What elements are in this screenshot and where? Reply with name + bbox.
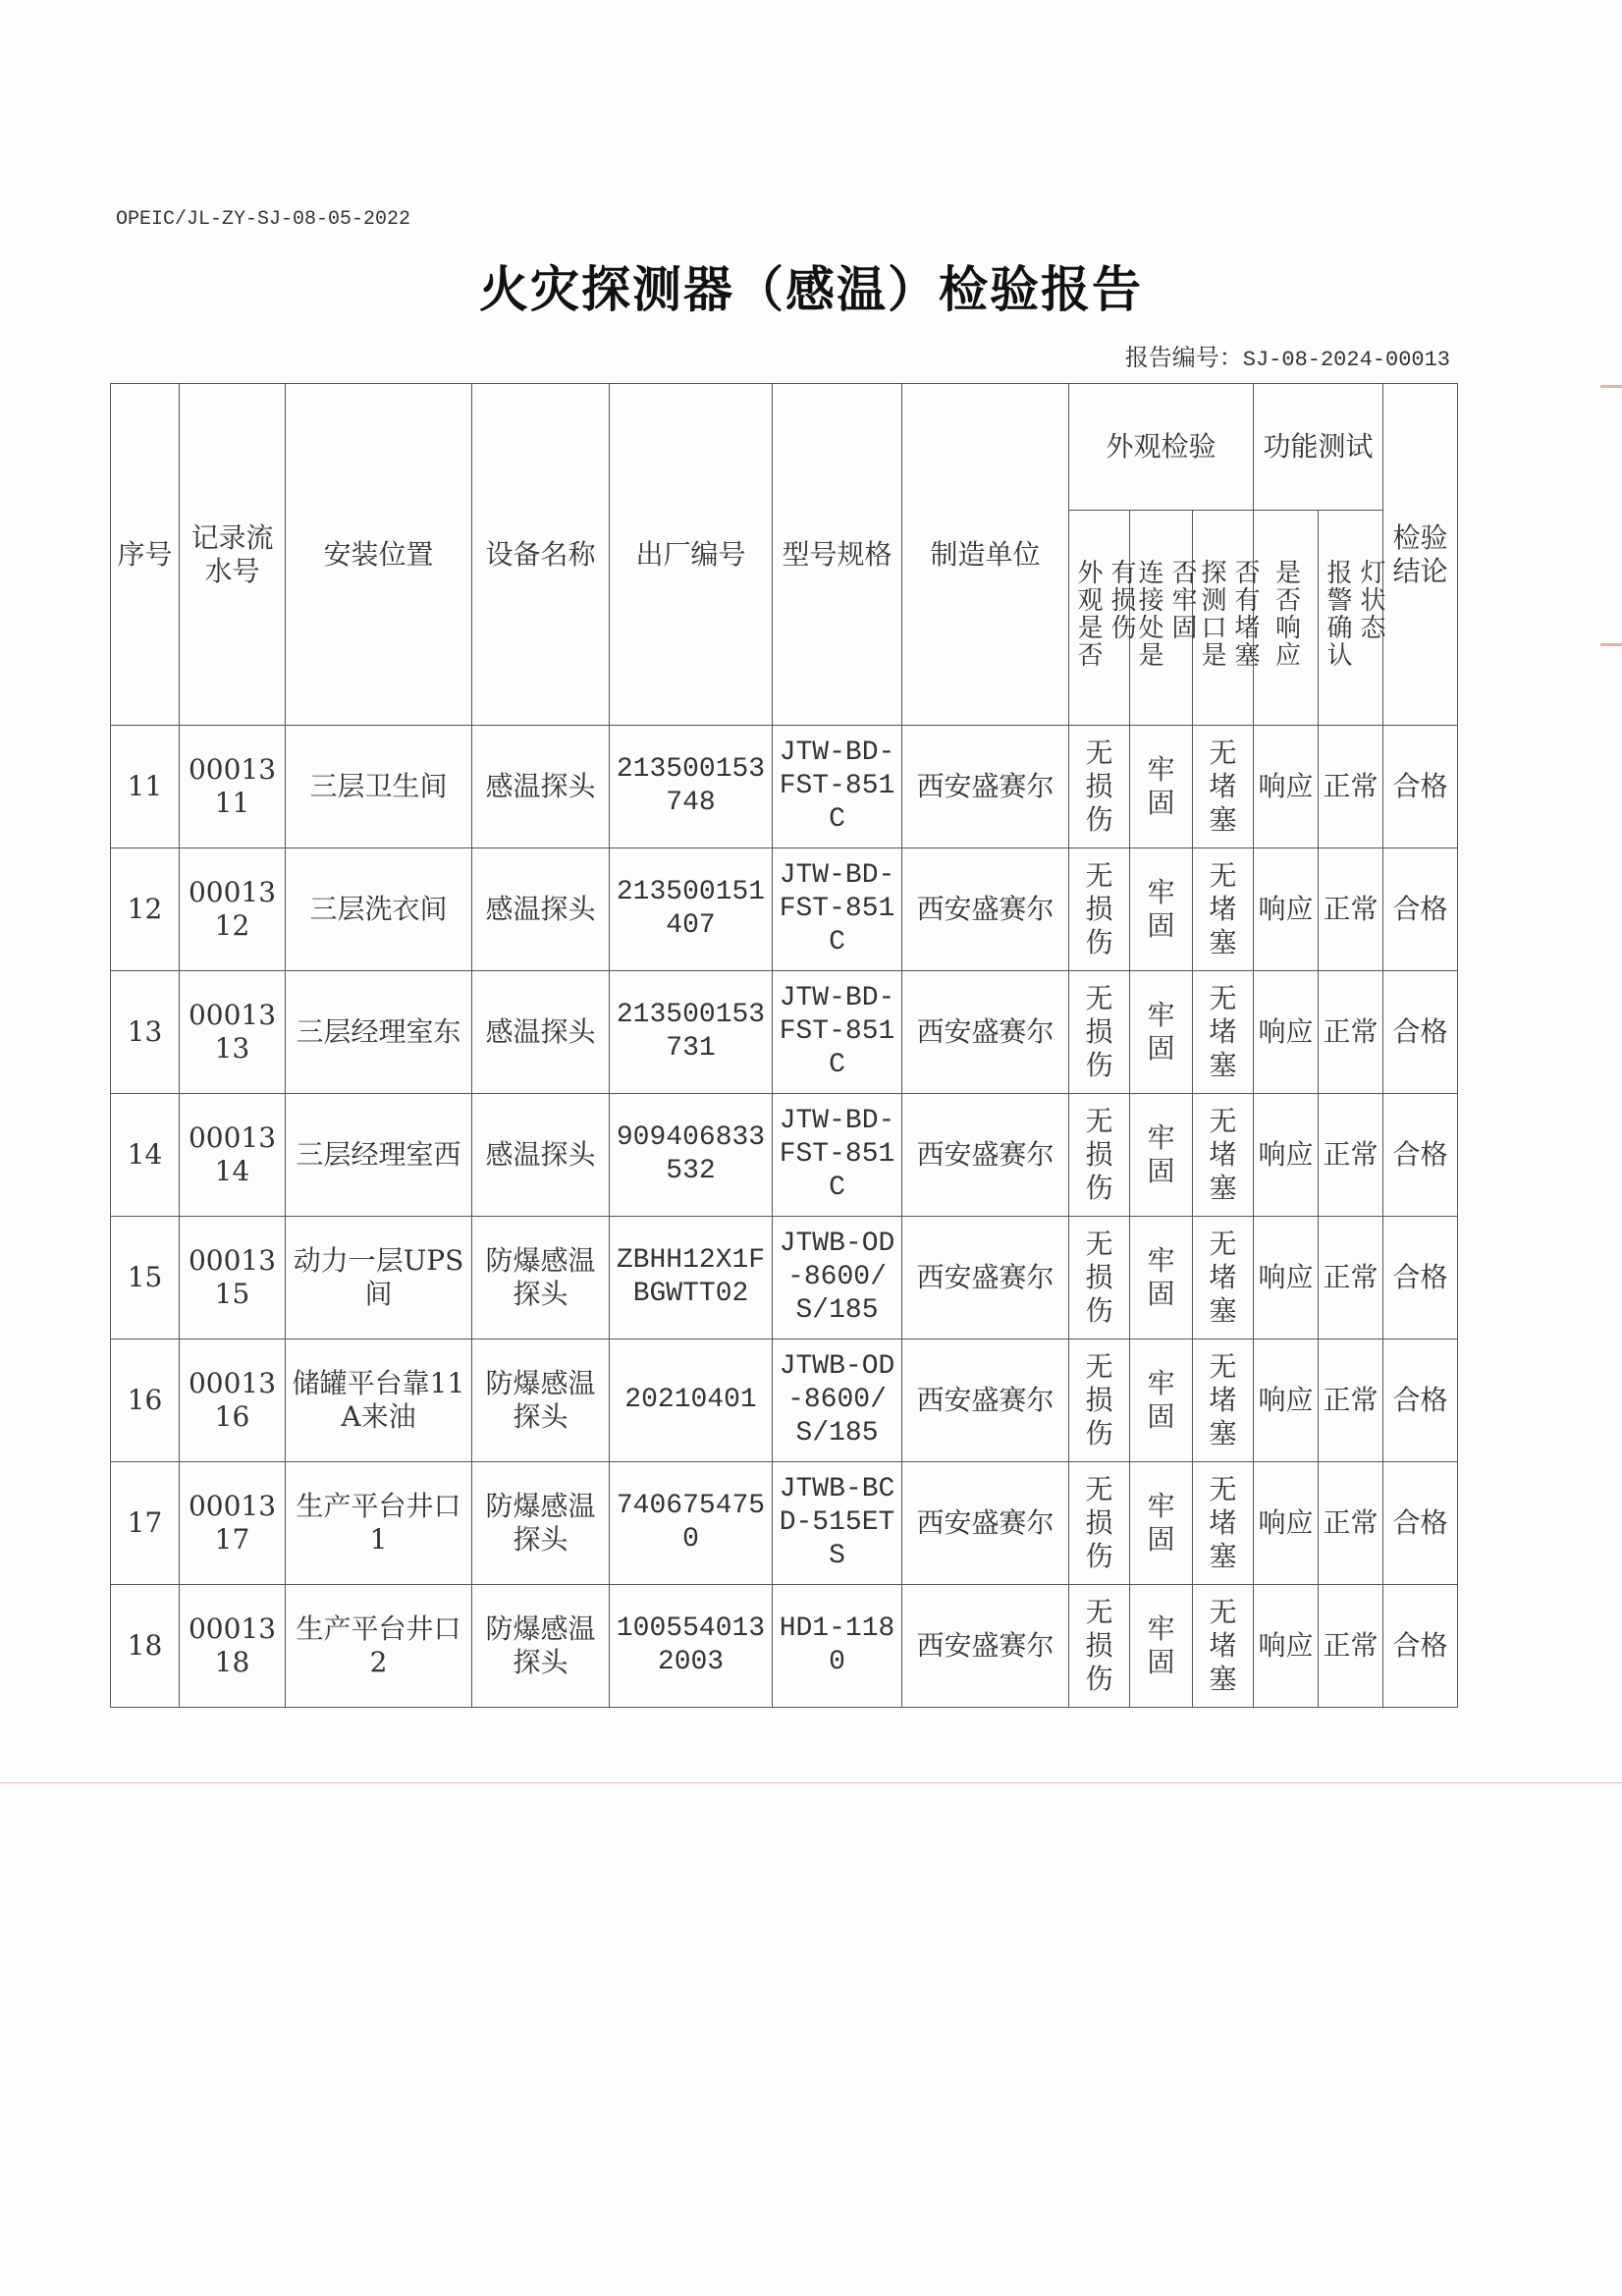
cell-conclusion: 合格 [1383, 1585, 1458, 1708]
cell-model: HD1-1180 [773, 1585, 902, 1708]
cell-alarm: 正常 [1319, 848, 1383, 971]
inspection-table [110, 383, 1458, 1708]
cell-blockage: 无堵塞 [1193, 1217, 1254, 1339]
cell-record-no: 0001311 [180, 726, 286, 848]
header-appearance-group: 外观检验 [1069, 384, 1254, 511]
cell-manufacturer: 西安盛赛尔 [902, 726, 1069, 848]
cell-record-no: 0001312 [180, 848, 286, 971]
cell-damage: 无损伤 [1069, 726, 1130, 848]
header-connection [1130, 511, 1197, 726]
cell-manufacturer: 西安盛赛尔 [902, 971, 1069, 1094]
cell-damage: 无损伤 [1069, 1339, 1130, 1462]
cell-alarm: 正常 [1319, 1094, 1383, 1217]
cell-location: 三层经理室西 [286, 1094, 472, 1217]
header-text-col: 有损伤 [1107, 559, 1136, 641]
cell-response: 响应 [1254, 848, 1319, 971]
cell-alarm: 正常 [1319, 1585, 1383, 1708]
cell-location: 三层洗衣间 [286, 848, 472, 971]
cell-connection: 牢固 [1130, 1585, 1193, 1708]
cell-manufacturer: 西安盛赛尔 [902, 848, 1069, 971]
cell-serial-no: ZBHH12X1FBGWTT02 [610, 1217, 773, 1339]
form-code: OPEIC/JL-ZY-SJ-08-05-2022 [116, 208, 411, 231]
cell-response: 响应 [1254, 726, 1319, 848]
table-body [111, 726, 1458, 1708]
table-row [111, 1585, 1458, 1708]
header-conclusion: 检验结论 [1383, 384, 1458, 726]
cell-record-no: 0001314 [180, 1094, 286, 1217]
header-location: 安装位置 [286, 384, 472, 726]
cell-response: 响应 [1254, 1585, 1319, 1708]
header-seq: 序号 [111, 384, 180, 726]
cell-model: JTW-BD-FST-851C [773, 726, 902, 848]
cell-location: 生产平台井口2 [286, 1585, 472, 1708]
cell-device-name: 感温探头 [472, 726, 610, 848]
cell-conclusion: 合格 [1383, 1339, 1458, 1462]
table-row [111, 1339, 1458, 1462]
cell-connection: 牢固 [1130, 1462, 1193, 1585]
page-divider [0, 1782, 1622, 1783]
edge-mark [1600, 643, 1622, 646]
cell-blockage: 无堵塞 [1193, 1462, 1254, 1585]
table-row [111, 1217, 1458, 1339]
cell-model: JTW-BD-FST-851C [773, 848, 902, 971]
cell-connection: 牢固 [1130, 1094, 1193, 1217]
cell-blockage: 无堵塞 [1193, 848, 1254, 971]
header-record-no: 记录流水号 [180, 384, 286, 726]
cell-conclusion: 合格 [1383, 848, 1458, 971]
cell-serial-no: 213500153748 [610, 726, 773, 848]
cell-alarm: 正常 [1319, 726, 1383, 848]
cell-record-no: 0001313 [180, 971, 286, 1094]
header-manufacturer: 制造单位 [902, 384, 1069, 726]
cell-model: JTWB-OD-8600/S/185 [773, 1217, 902, 1339]
cell-connection: 牢固 [1130, 1217, 1193, 1339]
header-blockage [1193, 511, 1260, 726]
table-row [111, 1462, 1458, 1585]
cell-damage: 无损伤 [1069, 1217, 1130, 1339]
header-text-col: 报警确认 [1323, 559, 1353, 669]
header-text-col: 连接处是 [1134, 559, 1163, 669]
cell-damage: 无损伤 [1069, 1462, 1130, 1585]
cell-connection: 牢固 [1130, 971, 1193, 1094]
cell-alarm: 正常 [1319, 1462, 1383, 1585]
header-text-col: 否有堵塞 [1230, 559, 1260, 669]
cell-damage: 无损伤 [1069, 971, 1130, 1094]
cell-device-name: 防爆感温探头 [472, 1217, 610, 1339]
header-serial-no: 出厂编号 [610, 384, 773, 726]
table-row [111, 971, 1458, 1094]
cell-serial-no: 213500153731 [610, 971, 773, 1094]
cell-conclusion: 合格 [1383, 1094, 1458, 1217]
edge-mark [1600, 385, 1622, 388]
cell-conclusion: 合格 [1383, 971, 1458, 1094]
cell-record-no: 0001317 [180, 1462, 286, 1585]
cell-blockage: 无堵塞 [1193, 726, 1254, 848]
header-device-name: 设备名称 [472, 384, 610, 726]
cell-record-no: 0001316 [180, 1339, 286, 1462]
cell-seq: 12 [111, 848, 180, 971]
table-row [111, 726, 1458, 848]
header-text-col: 是否响应 [1271, 559, 1301, 669]
cell-manufacturer: 西安盛赛尔 [902, 1339, 1069, 1462]
cell-serial-no: 213500151407 [610, 848, 773, 971]
cell-alarm: 正常 [1319, 1217, 1383, 1339]
table-row [111, 848, 1458, 971]
cell-blockage: 无堵塞 [1193, 1094, 1254, 1217]
cell-location: 储罐平台靠11A来油 [286, 1339, 472, 1462]
cell-response: 响应 [1254, 971, 1319, 1094]
cell-conclusion: 合格 [1383, 1217, 1458, 1339]
cell-response: 响应 [1254, 1339, 1319, 1462]
header-response [1254, 511, 1319, 726]
cell-response: 响应 [1254, 1462, 1319, 1585]
cell-location: 动力一层UPS间 [286, 1217, 472, 1339]
cell-device-name: 感温探头 [472, 1094, 610, 1217]
cell-alarm: 正常 [1319, 1339, 1383, 1462]
cell-location: 三层卫生间 [286, 726, 472, 848]
cell-conclusion: 合格 [1383, 726, 1458, 848]
cell-record-no: 0001315 [180, 1217, 286, 1339]
cell-alarm: 正常 [1319, 971, 1383, 1094]
cell-serial-no: 20210401 [610, 1339, 773, 1462]
cell-device-name: 防爆感温探头 [472, 1339, 610, 1462]
cell-damage: 无损伤 [1069, 1094, 1130, 1217]
cell-serial-no: 1005540132003 [610, 1585, 773, 1708]
cell-model: JTWB-BCD-515ETS [773, 1462, 902, 1585]
document-title: 火灾探测器（感温）检验报告 [479, 260, 1143, 318]
cell-model: JTW-BD-FST-851C [773, 1094, 902, 1217]
report-number-value: SJ-08-2024-00013 [1242, 348, 1450, 372]
cell-model: JTWB-OD-8600/S/185 [773, 1339, 902, 1462]
cell-seq: 11 [111, 726, 180, 848]
header-text-col: 灯状态 [1356, 559, 1386, 641]
cell-response: 响应 [1254, 1217, 1319, 1339]
cell-record-no: 0001318 [180, 1585, 286, 1708]
cell-conclusion: 合格 [1383, 1462, 1458, 1585]
header-text-col: 否牢固 [1167, 559, 1197, 641]
cell-seq: 18 [111, 1585, 180, 1708]
report-number [1125, 338, 1450, 372]
cell-damage: 无损伤 [1069, 848, 1130, 971]
cell-blockage: 无堵塞 [1193, 1339, 1254, 1462]
cell-seq: 13 [111, 971, 180, 1094]
report-number-label: 报告编号： [1124, 344, 1243, 371]
cell-model: JTW-BD-FST-851C [773, 971, 902, 1094]
header-text-col: 外观是否 [1073, 559, 1103, 669]
cell-seq: 16 [111, 1339, 180, 1462]
cell-serial-no: 7406754750 [610, 1462, 773, 1585]
cell-seq: 17 [111, 1462, 180, 1585]
cell-device-name: 防爆感温探头 [472, 1585, 610, 1708]
cell-manufacturer: 西安盛赛尔 [902, 1217, 1069, 1339]
cell-manufacturer: 西安盛赛尔 [902, 1094, 1069, 1217]
header-model: 型号规格 [773, 384, 902, 726]
cell-location: 生产平台井口1 [286, 1462, 472, 1585]
cell-manufacturer: 西安盛赛尔 [902, 1462, 1069, 1585]
cell-connection: 牢固 [1130, 1339, 1193, 1462]
header-alarm [1319, 511, 1386, 726]
table-header-row [111, 384, 1458, 511]
cell-seq: 15 [111, 1217, 180, 1339]
cell-device-name: 感温探头 [472, 848, 610, 971]
header-text-col: 探测口是 [1197, 559, 1226, 669]
header-damage [1069, 511, 1136, 726]
table-row [111, 1094, 1458, 1217]
cell-serial-no: 909406833532 [610, 1094, 773, 1217]
cell-blockage: 无堵塞 [1193, 971, 1254, 1094]
cell-device-name: 防爆感温探头 [472, 1462, 610, 1585]
cell-manufacturer: 西安盛赛尔 [902, 1585, 1069, 1708]
cell-device-name: 感温探头 [472, 971, 610, 1094]
cell-blockage: 无堵塞 [1193, 1585, 1254, 1708]
cell-response: 响应 [1254, 1094, 1319, 1217]
cell-seq: 14 [111, 1094, 180, 1217]
header-function-group: 功能测试 [1254, 384, 1383, 511]
cell-connection: 牢固 [1130, 726, 1193, 848]
cell-connection: 牢固 [1130, 848, 1193, 971]
cell-location: 三层经理室东 [286, 971, 472, 1094]
cell-damage: 无损伤 [1069, 1585, 1130, 1708]
